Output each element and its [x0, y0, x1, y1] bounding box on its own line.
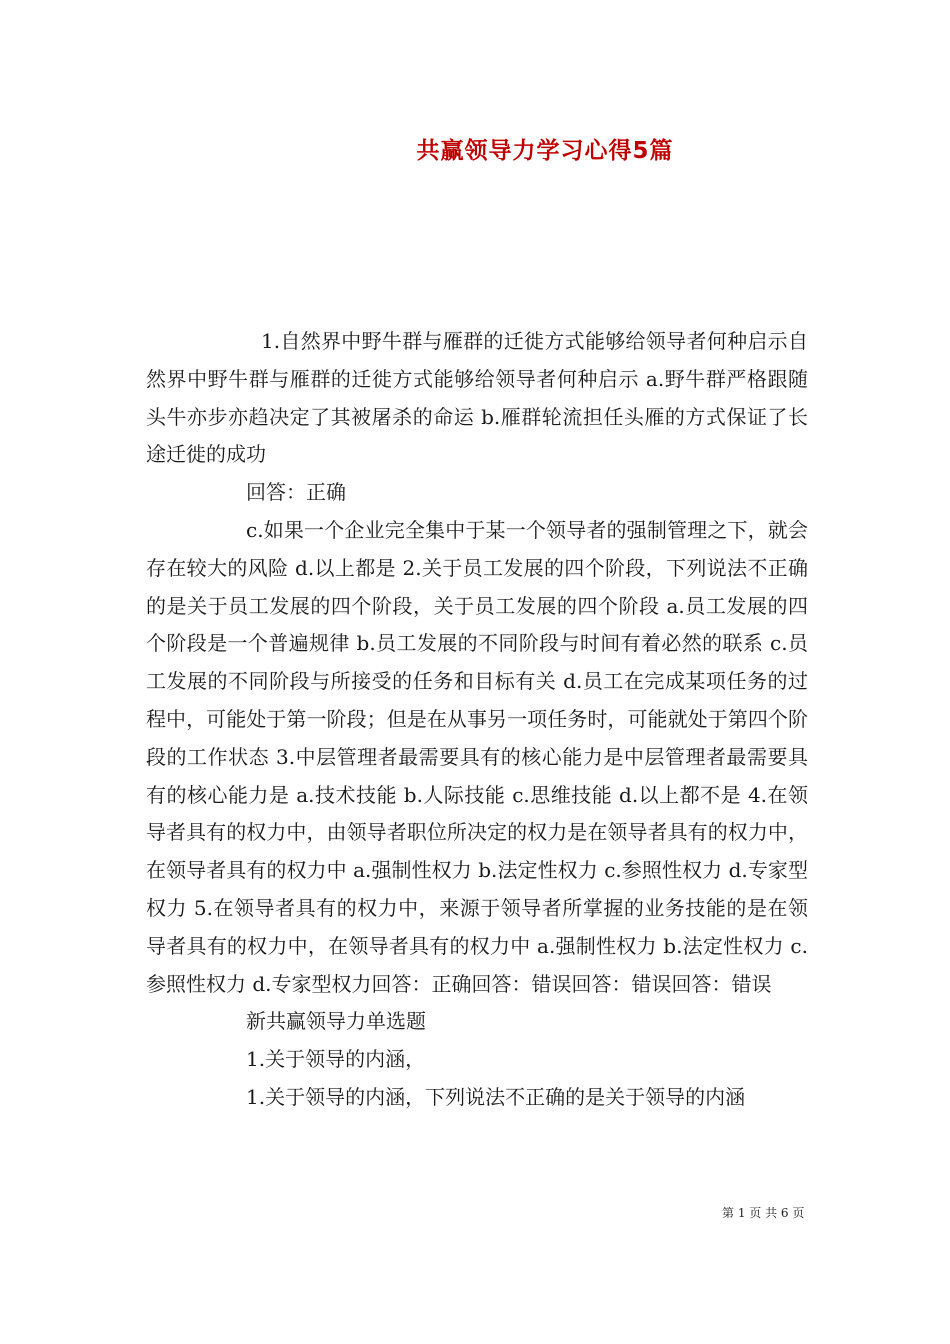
- paragraph-question-1: 1.自然界中野牛群与雁群的迁徙方式能够给领导者何种启示自然界中野牛群与雁群的迁徙方式能够给领导者何种启示 a.野牛群严格跟随头牛亦步亦趋决定了其被屠杀的命运 b.雁群轮流担任头雁的方式保证了长途迁徙的成功: [146, 329, 808, 467]
- paragraph-answer-1: 回答：正确: [246, 480, 346, 505]
- document-title: 共赢领导力学习心得5篇: [416, 138, 674, 164]
- paragraph-item-1-short: 1.关于领导的内涵，: [246, 1047, 426, 1072]
- paragraph-section-heading: 新共赢领导力单选题: [246, 1009, 426, 1034]
- paragraph-questions-2-5: c.如果一个企业完全集中于某一个领导者的强制管理之下，就会存在较大的风险 d.以上都是 2.关于员工发展的四个阶段，下列说法不正确的是关于员工发展的四个阶段，关于员工发展的四个阶段 a.员工发展的四个阶段是一个普遍规律 b.员工发展的不同阶段与时间有着必然的联系 c.员工发展的不同阶段与所接受的任务和目标有关 d.员工在完成某项任务的过程中，可能处于第一阶段；但是在从事另一项任务时，可能就处于第四个阶段的工作状态 3.中层管理者最需要具有的核心能力是中层管理者最需要具有的核心能力是 a.技术技能 b.人际技能 c.思维技能 d.以上都不是 4.在领导者具有的权力中，由领导者职位所决定的权力是在领导者具有的权力中，在领导者具有的权力中 a.强制性权力 b.法定性权力 c.参照性权力 d.专家型权力 5.在领导者具有的权力中，来源于领导者所掌握的业务技能的是在领导者具有的权力中，在领导者具有的权力中 a.强制性权力 b.法定性权力 c.参照性权力 d.专家型权力回答：正确回答：错误回答：错误回答：错误: [146, 517, 808, 996]
- document-body: [146, 323, 808, 1117]
- page-footer: 第 1 页 共 6 页: [722, 1206, 805, 1220]
- paragraph-item-1-full: 1.关于领导的内涵，下列说法不正确的是关于领导的内涵: [246, 1084, 746, 1109]
